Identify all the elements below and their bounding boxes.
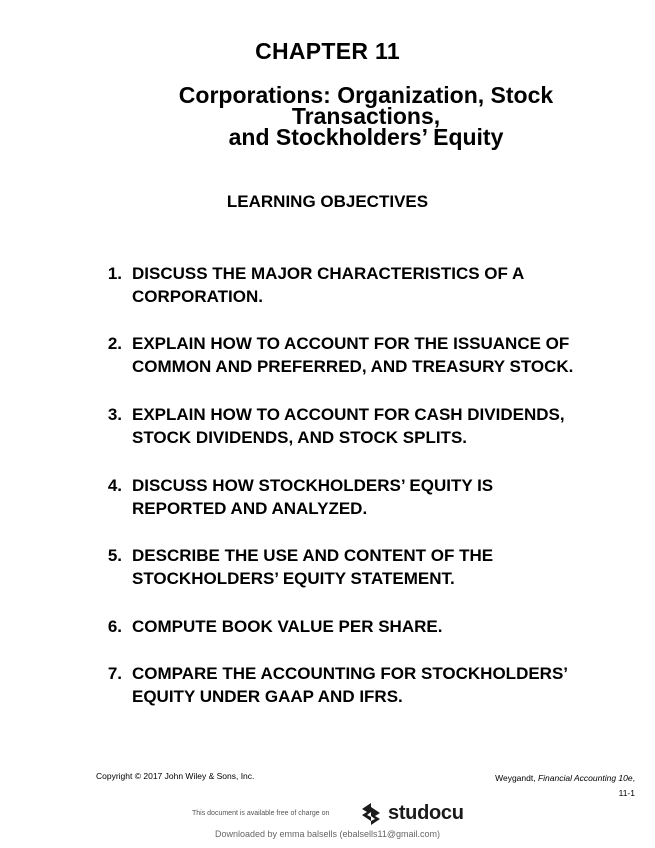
page-footer-right [430,771,635,801]
citation-suffix: , [632,773,635,783]
objective-line: DISCUSS THE MAJOR CHARACTERISTICS OF A [132,264,525,283]
studocu-logo-icon[interactable] [358,801,384,827]
chapter-heading: CHAPTER 11 [255,38,400,64]
objective-line: REPORTED AND ANALYZED. [132,499,368,518]
author-name: Weygandt, [495,773,536,783]
objective-line: STOCK DIVIDENDS, AND STOCK SPLITS. [132,428,468,447]
objective-number: 3. [107,405,122,424]
objective-number: 7. [107,664,122,683]
objective-line: EXPLAIN HOW TO ACCOUNT FOR THE ISSUANCE OF [132,334,570,353]
objective-line: EXPLAIN HOW TO ACCOUNT FOR CASH DIVIDENDS, [132,405,565,424]
citation [430,771,635,786]
page-number: 11-1 [618,788,635,798]
downloaded-by-notice: Downloaded by emma balsells (ebalsells11@gmail.com) [214,829,441,839]
availability-text: This document is available free of charge on [192,810,330,817]
objective-number: 1. [107,264,122,283]
objective-line: COMPUTE BOOK VALUE PER SHARE. [132,617,443,636]
objective-line: EQUITY UNDER GAAP AND IFRS. [132,687,403,706]
objective-line: STOCKHOLDERS’ EQUITY STATEMENT. [132,569,455,588]
objective-number: 4. [107,476,122,495]
learning-objectives-heading: LEARNING OBJECTIVES [226,192,429,211]
objective-line: COMMON AND PREFERRED, AND TREASURY STOCK. [132,357,574,376]
studocu-banner [0,801,655,827]
objective-line: DISCUSS HOW STOCKHOLDERS’ EQUITY IS [132,476,494,495]
book-title: Financial Accounting 10e [537,773,633,783]
objective-number: 6. [107,617,122,636]
objective-line: COMPARE THE ACCOUNTING FOR STOCKHOLDERS’ [132,664,569,683]
studocu-logo-text[interactable]: studocu [388,802,464,824]
title-line-3: and Stockholders’ Equity [228,124,504,150]
copyright-notice: Copyright © 2017 John Wiley & Sons, Inc. [96,771,255,781]
objective-line: CORPORATION. [132,287,263,306]
title-line-2: Transactions, [291,103,441,129]
chapter-title [150,82,582,150]
title-line-1: Corporations: Organization, Stock [178,82,554,108]
objective-line: DESCRIBE THE USE AND CONTENT OF THE [132,546,494,565]
objective-number: 5. [107,546,122,565]
objective-number: 2. [107,334,122,353]
